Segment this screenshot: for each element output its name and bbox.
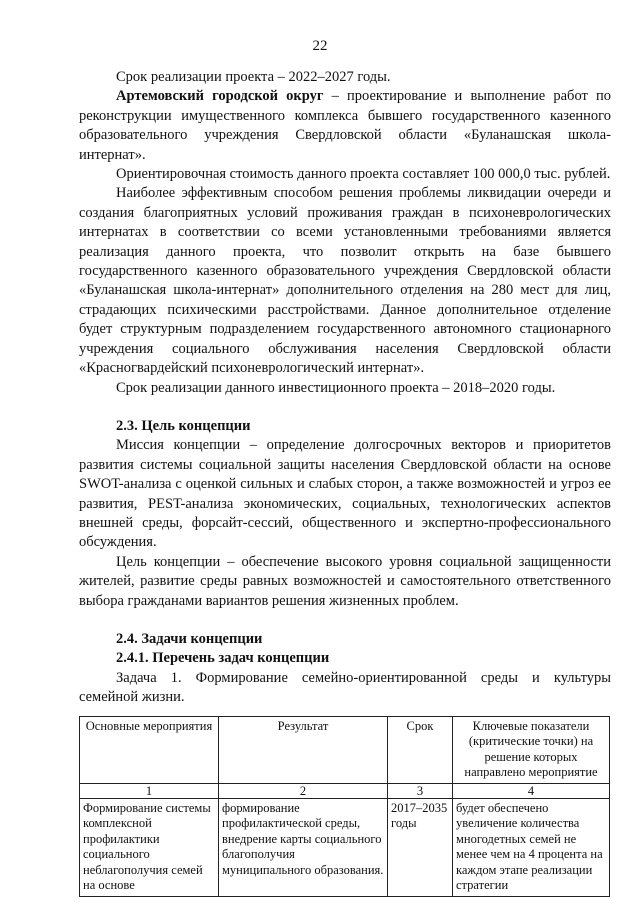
goal-paragraph: Цель концепции – обеспечение высокого уровня социальной защищенности жителей, развитие среды равных возможностей и самостоятельного ответственного выбора гражданами вариантов решения жизненных проблем.: [79, 553, 611, 609]
solution-paragraph: Наиболее эффективным способом решения проблемы ликвидации очереди и создания благоприятных условий проживания граждан в психоневрологических интернатах в соответствии со всеми установленными требованиями является реализация данного проекта, что позволит открыть на базе бывшего государственного казенного образовательного учреждения Свердловской области «Буланашская школа-интернат» дополнительного отделения на 280 мест для лиц, страдающих психическими расстройствами. Данное дополнительное отделение будет структурным подразделением государственного автономного стационарного учреждения социального обслуживания населения Свердловской области «Красногвардейский психоневрологический интернат».: [79, 185, 611, 377]
tasks-table: [79, 716, 610, 897]
column-number: 2: [219, 783, 388, 798]
header-indicators: Ключевые показатели (критические точки) на решение которых направлено мероприятие: [453, 716, 610, 783]
table-header-row: [80, 716, 610, 783]
project-deadline-paragraph: Срок реализации проекта – 2022–2027 годы.: [116, 69, 391, 85]
section-heading-goal: 2.3. Цель концепции: [116, 417, 251, 434]
cell-activity: Формирование системы комплексной профилактики социального неблагополучия семей на основе: [80, 798, 219, 896]
column-number: 4: [453, 783, 610, 798]
table-row: [80, 798, 610, 896]
column-number: 3: [388, 783, 453, 798]
artemovsky-paragraph: [79, 87, 611, 165]
header-result: Результат: [219, 716, 388, 783]
document-body: [79, 68, 611, 897]
column-number: 1: [80, 783, 219, 798]
cost-paragraph: Ориентировочная стоимость данного проекта составляет 100 000,0 тыс. рублей.: [116, 166, 611, 183]
task-1-paragraph: Задача 1. Формирование семейно-ориентированной среды и культуры семейной жизни.: [79, 669, 611, 706]
header-activities: Основные мероприятия: [80, 716, 219, 783]
cell-indicators: будет обеспечено увеличение количества многодетных семей не менее чем на 4 процента на каждом этапе реализации стратегии: [453, 798, 610, 896]
cell-term: 2017–2035 годы: [388, 798, 453, 896]
artemovsky-district-name: Артемовский городской округ: [116, 88, 324, 105]
mission-paragraph: Миссия концепции – определение долгосрочных векторов и приоритетов развития системы социальной защиты населения Свердловской области на основе SWOT-анализа с оценкой сильных и слабых сторон, а также возможностей и угроз ее развития, PEST-анализа экономических, социальных, технологических аспектов внешней среды, форсайт-сессий, общественного и экспертно-профессионального обсуждения.: [79, 437, 611, 551]
section-heading-tasks: 2.4. Задачи концепции: [116, 630, 263, 647]
cell-result: формирование профилактической среды, внедрение карты социального благополучия муниципального образования.: [219, 798, 388, 896]
investment-deadline-paragraph: Срок реализации данного инвестиционного проекта – 2018–2020 годы.: [116, 379, 556, 396]
header-term: Срок: [388, 716, 453, 783]
subsection-heading-task-list: 2.4.1. Перечень задач концепции: [116, 650, 330, 667]
page-number: 22: [312, 38, 328, 54]
artemovsky-paragraph-text: – проектирование и выполнение работ по реконструкции имущественного комплекса бывшего государственного казенного образовательного учреждения Свердловской области «Буланашская школа-интернат».: [79, 88, 611, 163]
table-number-row: [80, 783, 610, 798]
